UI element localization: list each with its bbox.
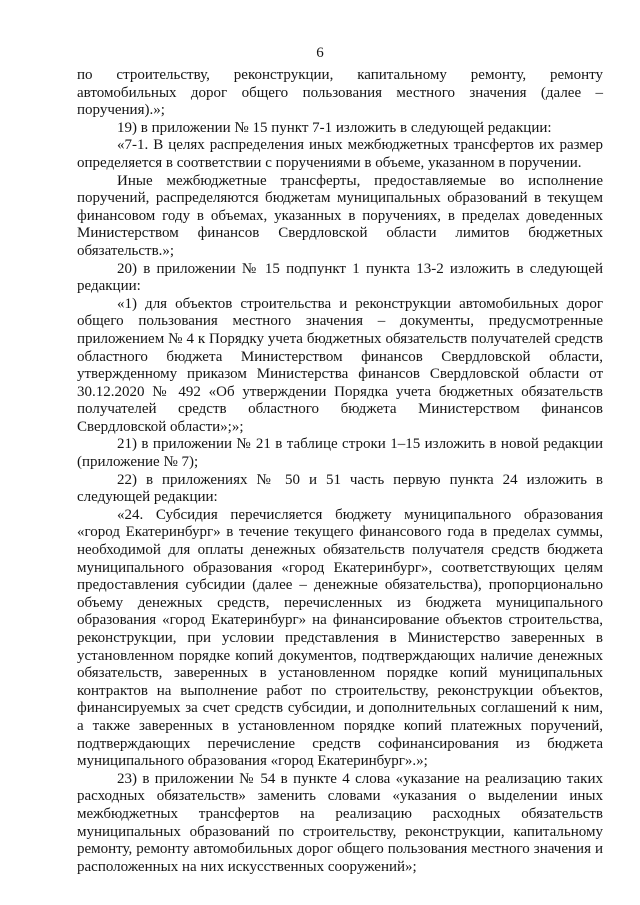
page-number: 6 [316, 45, 324, 61]
paragraph-item-22: 22) в приложениях № 50 и 51 часть первую пункта 24 изложить в следующей редакции: [77, 471, 603, 506]
document-body [77, 67, 603, 876]
paragraph-quote-24: «24. Субсидия перечисляется бюджету муниципального образования «город Екатеринбург» в течение текущего финансового года в пределах суммы, необходимой для оплаты денежных обязательств получателя средств бюджета муниципального образования «город Екатеринбург», соответствующих целям предоставления субсидии (далее – денежные обязательства), пропорционально объему денежных средств, перечисленных из бюджета муниципального образования «город Екатеринбург» на финансирование объектов строительства, реконструкции, при условии представления в Министерство заверенных в установленном порядке копий документов, подтверждающих наличие денежных обязательств, заверенных в установленном порядке копий муниципальных контрактов на выполнение работ по строительству, реконструкции объектов, финансируемых за счет средств субсидии, и дополнительных соглашений к ним, а также заверенных в установленном порядке копий платежных поручений, подтверждающих перечисление средств софинансирования из бюджета муниципального образования «город Екатеринбург».»; [77, 506, 603, 770]
paragraph-transfers: Иные межбюджетные трансферты, предоставляемые во исполнение поручений, распределяются бюджетам муниципальных образований в текущем финансовом году в объемах, указанных в поручениях, в пределах доведенных Министерством финансов Свердловской области лимитов бюджетных обязательств.»; [77, 172, 603, 259]
paragraph-continuation: по строительству, реконструкции, капитальному ремонту, ремонту автомобильных дорог общего пользования местного значения (далее – поручения).»; [77, 67, 603, 119]
paragraph-item-19: 19) в приложении № 15 пункт 7-1 изложить в следующей редакции: [117, 119, 552, 136]
paragraph-quote-7-1: «7-1. В целях распределения иных межбюджетных трансфертов их размер определяется в соответствии с поручениями в объеме, указанном в поручении. [77, 137, 603, 171]
paragraph-item-20: 20) в приложении № 15 подпункт 1 пункта 13-2 изложить в следующей редакции: [77, 260, 603, 295]
paragraph-quote-subitem-1: «1) для объектов строительства и реконструкции автомобильных дорог общего пользования местного значения – документы, предусмотренные приложением № 4 к Порядку учета бюджетных обязательств получателей средств областного бюджета Министерством финансов Свердловской области, утвержденному приказом Министерства финансов Свердловской области от 30.12.2020 № 492 «Об утверждении Порядка учета бюджетных обязательств получателей средств областного бюджета Министерством финансов Свердловской области»;»; [77, 295, 603, 435]
paragraph-item-21: 21) в приложении № 21 в таблице строки 1–15 изложить в новой редакции (приложение № 7); [77, 436, 603, 471]
paragraph-item-23: 23) в приложении № 54 в пункте 4 слова «указание на реализацию таких расходных обязательств» заменить словами «указания о выделении иных межбюджетных трансфертов на реализацию расходных обязательств муниципальных образований по строительству, реконструкции, капитальному ремонту, ремонту автомобильных дорог общего пользования местного значения и расположенных на них искусственных сооружений»; [77, 770, 603, 875]
